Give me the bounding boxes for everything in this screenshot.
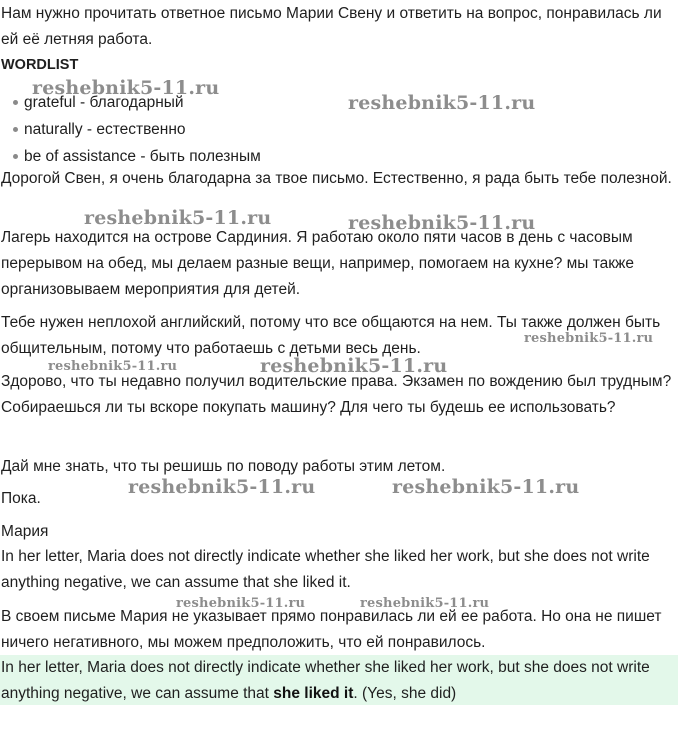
watermark: reshebnik5-11.ru — [348, 92, 536, 114]
letter-closing: Пока. — [1, 490, 41, 507]
watermark: reshebnik5-11.ru — [48, 359, 178, 374]
bullet-icon — [13, 154, 18, 159]
bullet-icon — [13, 127, 18, 132]
task-intro: Нам нужно прочитать ответное письмо Марии Свену и ответить на вопрос, понравилась ли ей её летняя работа. — [1, 5, 662, 48]
watermark: reshebnik5-11.ru — [84, 207, 272, 229]
wordlist — [0, 90, 400, 171]
answer-box — [0, 655, 678, 705]
wordlist-item: naturally - естественно — [0, 117, 400, 144]
watermark: reshebnik5-11.ru — [128, 476, 316, 498]
letter-paragraph: Дай мне знать, что ты решишь по поводу работы этим летом. — [1, 458, 446, 475]
explanation-english: In her letter, Maria does not directly indicate whether she liked her work, but she does not write anything negative, we can assume that she liked it. — [1, 548, 650, 591]
letter-paragraph: Лагерь находится на острове Сардиния. Я работаю около пяти часов в день с часовым перерывом на обед, мы делаем разные вещи, например, помогаем на кухне? мы также организовываем мероприятия для детей. — [1, 229, 635, 298]
wordlist-heading: WORDLIST — [1, 57, 79, 73]
watermark: reshebnik5-11.ru — [348, 212, 536, 234]
watermark: reshebnik5-11.ru — [360, 596, 490, 611]
watermark: reshebnik5-11.ru — [176, 596, 306, 611]
watermark: reshebnik5-11.ru — [524, 331, 654, 346]
letter-paragraph: Здорово, что ты недавно получил водительские права. Экзамен по вождению был трудным? Собираешься ли ты вскоре покупать машину? Для чего ты будешь ее использовать? — [1, 373, 672, 416]
letter-signature: Мария — [1, 523, 49, 540]
answer-text: In her letter, Maria does not directly indicate whether she liked her work, but she does not write anything negative, we can assume that she liked it. (Yes, she did) — [1, 659, 650, 702]
wordlist-item: grateful - благодарный — [0, 90, 400, 117]
watermark: reshebnik5-11.ru — [32, 77, 220, 99]
wordlist-item: be of assistance - быть полезным — [0, 144, 400, 171]
letter-paragraph: Тебе нужен неплохой английский, потому что все общаются на нем. Ты также должен быть общительным, потому что работаешь с детьми весь день. — [1, 314, 661, 357]
watermark: reshebnik5-11.ru — [392, 476, 580, 498]
explanation-russian: В своем письме Мария не указывает прямо понравилась ли ей ее работа. Но она не пишет ничего негативного, мы можем предположить, что ей понравилось. — [1, 608, 662, 651]
answer-highlight: she liked it — [273, 685, 354, 702]
watermark: reshebnik5-11.ru — [260, 355, 448, 377]
bullet-icon — [13, 100, 18, 105]
letter-paragraph: Дорогой Свен, я очень благодарна за твое письмо. Естественно, я рада быть тебе полезной. — [1, 170, 672, 187]
